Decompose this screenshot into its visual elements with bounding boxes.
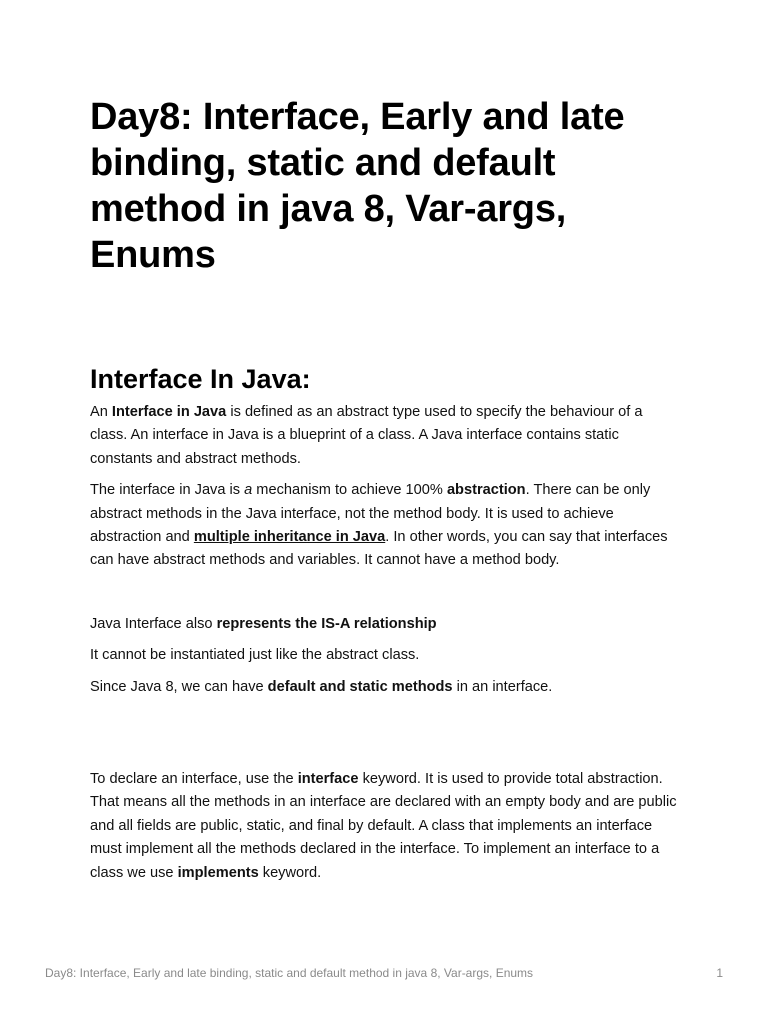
paragraph-interface-definition xyxy=(90,401,680,471)
paragraph-is-a xyxy=(90,613,680,636)
text: is defined as an abstract type used to specify the behaviour of a class. An interface in Java is a blueprint of a class. A Java interface contains static constants and abstract methods. xyxy=(90,404,643,467)
text: . In other words, you can say that interfaces can have abstract methods and variables. It cannot have a method body. xyxy=(90,529,668,569)
text: Java Interface also xyxy=(90,615,217,632)
paragraph-instantiation: It cannot be instantiated just like the abstract class. xyxy=(90,647,420,664)
page-number: 1 xyxy=(716,966,723,980)
paragraph-declare-interface xyxy=(90,768,680,885)
text: keyword. It is used to provide total abstraction. That means all the methods in an interface are declared with an empty body and are public and all fields are public, static, and final by default. A class that implements an interface must implement all the methods declared in the interface. To implement an interface to a class we use xyxy=(90,771,677,881)
text: Since Java 8, we can have xyxy=(90,678,268,695)
text: To declare an interface, use the xyxy=(90,771,298,788)
bold-term: interface xyxy=(297,771,359,788)
text: keyword. xyxy=(258,864,322,881)
multiple-inheritance-link[interactable]: multiple inheritance in Java xyxy=(193,529,386,546)
bold-term: implements xyxy=(177,864,259,881)
page-footer xyxy=(45,966,723,980)
italic-term: a xyxy=(244,482,253,499)
bold-term: Interface in Java xyxy=(111,404,227,420)
paragraph-java8 xyxy=(90,676,680,699)
section-heading: Interface In Java: xyxy=(90,364,311,394)
bold-term: abstraction xyxy=(446,482,526,499)
text: The interface in Java is xyxy=(90,482,245,499)
document-title: Day8: Interface, Early and late binding, static and default method in java 8, Var-args, Enums xyxy=(90,96,625,276)
bold-term: represents the IS-A relationship xyxy=(216,615,437,632)
paragraph-abstraction xyxy=(90,479,680,573)
text: mechanism to achieve 100% xyxy=(252,482,447,499)
document-page xyxy=(90,94,680,885)
text: An xyxy=(90,404,112,420)
footer-title: Day8: Interface, Early and late binding, static and default method in java 8, Var-args, Enums xyxy=(45,966,534,980)
text: . There can be only abstract methods in the Java interface, not the method body. It is used to achieve abstraction and xyxy=(90,482,651,546)
bold-term: default and static methods xyxy=(267,678,453,695)
text: in an interface. xyxy=(452,678,553,695)
